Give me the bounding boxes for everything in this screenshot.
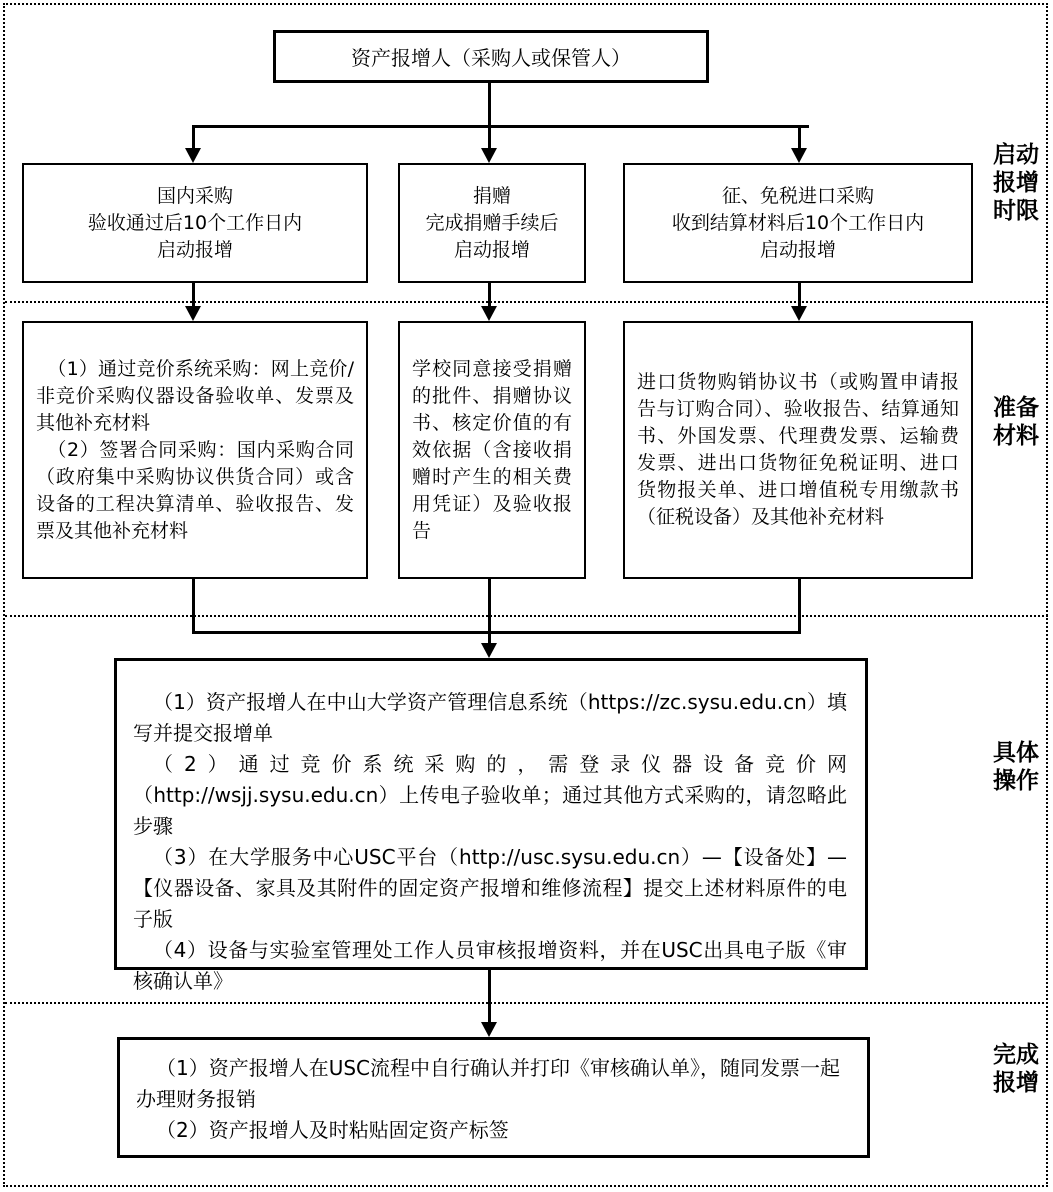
- timing-line: 启动报增: [156, 238, 233, 261]
- connector-line: [798, 283, 801, 307]
- arrow-down-icon: [791, 148, 807, 163]
- material-paragraph: （1）通过竞价系统采购：网上竞价/非竞价采购仪器设备验收单、发票及其他补充材料: [36, 357, 354, 434]
- arrow-down-icon: [481, 643, 497, 658]
- branch-line-top: [192, 125, 809, 128]
- material-box-import: [623, 321, 973, 579]
- completion-box: [117, 1037, 870, 1158]
- timing-line: 验收通过后10个工作日内: [87, 211, 303, 234]
- section-divider-1: [5, 301, 1048, 303]
- timing-box-domestic: [22, 163, 368, 283]
- connector-line: [798, 125, 801, 149]
- timing-line: 启动报增: [453, 238, 530, 261]
- connector-line: [192, 577, 195, 634]
- start-box-label: 资产报增人（采购人或保管人）: [351, 46, 631, 70]
- timing-box-import: [623, 163, 973, 283]
- operation-step: （4）设备与实验室管理处工作人员审核报增资料，并在USC出具电子版《审核确认单》: [133, 938, 847, 993]
- arrow-down-icon: [481, 1022, 497, 1037]
- connector-line: [798, 577, 801, 634]
- operation-step: （1）资产报增人在中山大学资产管理信息系统（https://zc.sysu.edu.cn）填写并提交报增单: [133, 690, 847, 745]
- section-label-operations: 具体操作: [993, 740, 1039, 794]
- material-box-domestic: [22, 321, 368, 579]
- operation-step: （2）通过竞价系统采购的，需登录仪器设备竞价网（http://wsjj.sysu.edu.cn）上传电子验收单；通过其他方式采购的，请忽略此步骤: [133, 752, 847, 838]
- material-paragraph: （2）签署合同采购：国内采购合同（政府集中采购协议供货合同）或含设备的工程决算清单、验收报告、发票及其他补充材料: [36, 438, 354, 542]
- timing-line: 征、免税进口采购: [721, 184, 874, 207]
- arrow-down-icon: [791, 306, 807, 321]
- section-label-materials: 准备材料: [993, 395, 1039, 449]
- material-paragraph: 进口货物购销协议书（或购置申请报告与订购合同）、验收报告、结算通知书、外国发票、代理费发票、运输费发票、进出口货物征免税证明、进口货物报关单、进口增值税专用缴款书（征税设备）及其他补充材料: [637, 371, 959, 528]
- completion-step: （1）资产报增人在USC流程中自行确认并打印《审核确认单》，随同发票一起办理财务报销: [136, 1056, 841, 1111]
- connector-line: [488, 577, 491, 644]
- connector-line: [488, 283, 491, 307]
- material-box-donation: [398, 321, 586, 579]
- merge-line: [192, 631, 801, 634]
- timing-line: 捐赠: [472, 184, 511, 207]
- timing-line: 完成捐赠手续后: [425, 211, 559, 234]
- section-label-timing: 启动报增时限: [993, 142, 1039, 224]
- operation-step: （3）在大学服务中心USC平台（http://usc.sysu.edu.cn）—【设备处】—【仪器设备、家具及其附件的固定资产报增和维修流程】提交上述材料原件的电子版: [133, 845, 847, 931]
- section-divider-3: [5, 1002, 1048, 1004]
- connector-line: [488, 82, 491, 128]
- completion-step: （2）资产报增人及时粘贴固定资产标签: [156, 1118, 509, 1142]
- section-label-completion: 完成报增: [993, 1042, 1039, 1096]
- material-paragraph: 学校同意接受捐赠的批件、捐赠协议书、核定价值的有效依据（含接收捐赠时产生的相关费用凭证）及验收报告: [412, 357, 572, 542]
- connector-line: [192, 125, 195, 149]
- timing-line: 国内采购: [156, 184, 233, 207]
- timing-line: 启动报增: [759, 238, 836, 261]
- arrow-down-icon: [481, 148, 497, 163]
- timing-line: 收到结算材料后10个工作日内: [671, 211, 925, 234]
- timing-box-donation: [398, 163, 586, 283]
- start-box: [273, 30, 709, 83]
- connector-line: [192, 283, 195, 307]
- arrow-down-icon: [185, 148, 201, 163]
- arrow-down-icon: [185, 306, 201, 321]
- arrow-down-icon: [481, 306, 497, 321]
- operations-box: [114, 658, 868, 993]
- section-divider-2: [5, 615, 1048, 617]
- connector-line: [488, 125, 491, 149]
